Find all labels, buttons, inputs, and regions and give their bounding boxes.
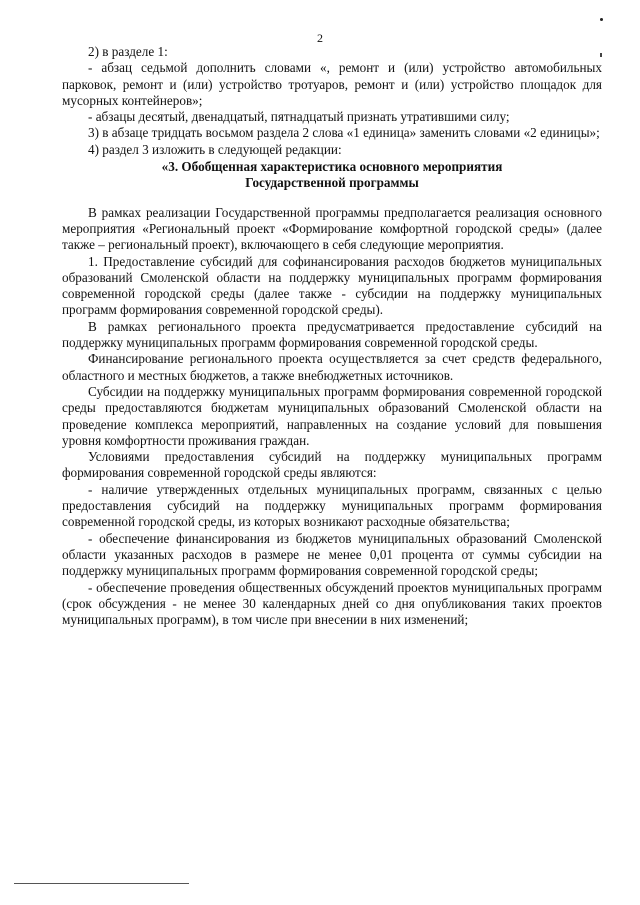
scan-dot-mark [600,18,603,21]
amendment-item: 2) в разделе 1: [88,44,168,59]
section-heading-line-2: Государственной программы [245,175,419,191]
footer-rule [14,883,189,884]
condition-item: - наличие утвержденных отдельных муниципальных программ, связанных с целью предоставления субсидий на поддержку муниципальных программ формирования современной городской среды, из которых возникают расходные обязательства; [62,481,602,530]
document-body [62,44,602,628]
page-number: 2 [317,31,323,45]
section-heading [62,159,602,192]
body-paragraph: Финансирование регионального проекта осуществляется за счет средств федерального, областного и местных бюджетов, а также внебюджетных источников. [62,351,602,383]
condition-item: - обеспечение проведения общественных обсуждений проектов муниципальных программ (срок обсуждения - не менее 30 календарных дней со дня опубликования таких проектов муниципальных программ), в том числе при внесении в них изменений; [62,579,602,628]
amendment-item: - абзац седьмой дополнить словами «, ремонт и (или) устройство автомобильных парковок, ремонт и (или) устройство тротуаров, ремонт и (или) устройство площадок для мусорных контейнеров»; [62,60,602,108]
body-paragraph: В рамках реализации Государственной программы предполагается реализация основного мероприятия «Региональный проект «Формирование комфортной городской среды» (далее также – региональный проект), включающего в себя следующие мероприятия. [62,204,602,253]
amendment-item: - абзацы десятый, двенадцатый, пятнадцатый признать утратившими силу; [88,109,510,125]
section-heading-line-1: «3. Обобщенная характеристика основного мероприятия [161,159,503,175]
amendment-item: 3) в абзаце тридцать восьмом раздела 2 слова «1 единица» заменить словами «2 единицы»; [88,125,600,141]
condition-item: - обеспечение финансирования из бюджетов муниципальных образований Смоленской области указанных расходов в размере не менее 0,01 процента от суммы субсидии на поддержку муниципальных программ формирования современной городской среды; [62,530,602,579]
body-paragraph: В рамках регионального проекта предусматривается предоставление субсидий на поддержку муниципальных программ формирования современной городской среды. [62,318,602,351]
body-paragraph: Субсидии на поддержку муниципальных программ формирования современной городской среды предоставляются бюджетам муниципальных образований Смоленской области на проведение комплекса мероприятий, направленных на создание условий для повышения уровня комфортности проживания граждан. [62,383,602,448]
body-paragraph: 1. Предоставление субсидий для софинансирования расходов бюджетов муниципальных образований Смоленской области на поддержку муниципальных программ формирования современной городской среды (далее также - субсидии на поддержку муниципальных программ формирования современной городской среды). [62,253,602,318]
amendment-item: 4) раздел 3 изложить в следующей редакции: [88,141,342,157]
body-paragraph: Условиями предоставления субсидий на поддержку муниципальных программ формирования современной городской среды являются: [62,449,602,481]
